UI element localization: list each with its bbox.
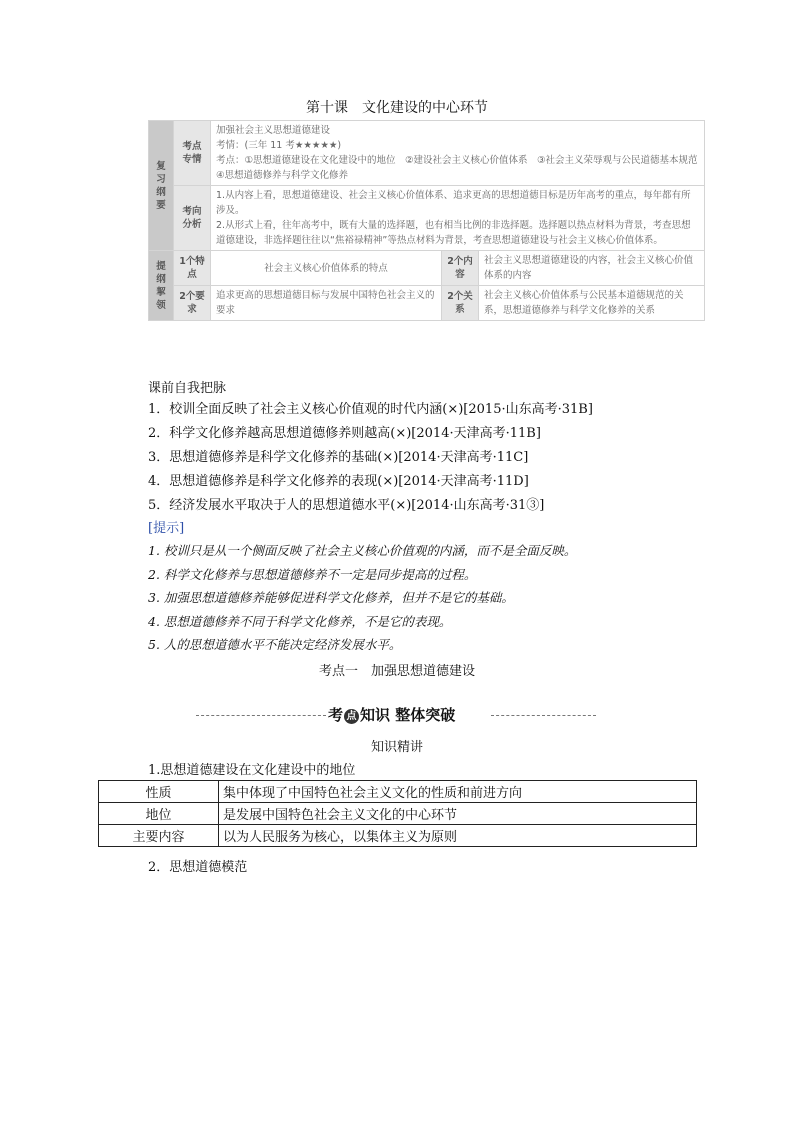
banner-divider xyxy=(491,715,596,716)
kaodian-line: 考情：(三年 11 考★★★★★) xyxy=(216,140,342,151)
table-value: 集中体现了中国特色社会主义文化的性质和前进方向 xyxy=(219,781,697,803)
paragraph-heading: 1.思想道德建设在文化建设中的地位 xyxy=(148,763,356,778)
cell-a-label: 1个特点 xyxy=(174,251,211,286)
list-item: 4．思想道德修养是科学文化修养的表现(×)[2014·天津高考·11D] xyxy=(148,474,529,489)
list-item: 5．经济发展水平取决于人的思想道德水平(×)[2014·山东高考·31③] xyxy=(148,498,545,513)
self-check-heading: 课前自我把脉 xyxy=(148,381,227,396)
table-row xyxy=(99,825,697,847)
cell-c-text: 追求更高的思想道德目标与发展中国特色社会主义的要求 xyxy=(211,286,442,321)
hint-item: 4. 思想道德修养不同于科学文化修养，不是它的表现。 xyxy=(148,613,452,629)
list-item: 1．校训全面反映了社会主义核心价值观的时代内涵(×)[2015·山东高考·31B] xyxy=(148,402,593,417)
hint-item: 3. 加强思想道德修养能够促进科学文化修养，但并不是它的基础。 xyxy=(148,590,514,605)
table-row xyxy=(99,803,697,825)
hint-label: [提示] xyxy=(148,521,185,536)
kaodian-line: 加强社会主义思想道德建设 xyxy=(216,125,331,136)
subtitle: 知识精讲 xyxy=(370,740,423,755)
section-banner xyxy=(196,704,596,726)
list-item: 2．科学文化修养越高思想道德修养则越高(×)[2014·天津高考·11B] xyxy=(148,426,541,441)
banner-badge: 点 xyxy=(344,709,359,724)
table-value: 是发展中国特色社会主义文化的中心环节 xyxy=(219,803,697,825)
banner-divider xyxy=(196,715,326,716)
banner-pre: 考 xyxy=(328,706,344,724)
kaodian-line: 考点：①思想道德建设在文化建设中的地位 ②建设社会主义核心价值体系 ③社会主义荣辱观与公民道德基本规范 ④思想道德修养与科学文化修养 xyxy=(216,155,708,181)
knowledge-table xyxy=(98,780,697,847)
cell-c-label: 2个要求 xyxy=(174,286,211,321)
cell-b-text: 社会主义思想道德建设的内容，社会主义核心价值体系的内容 xyxy=(479,251,705,286)
list-item: 3．思想道德修养是科学文化修养的基础(×)[2014·天津高考·11C] xyxy=(148,450,529,465)
kaoxiang-content xyxy=(211,186,705,251)
hint-item: 1. 校训只是从一个侧面反映了社会主义核心价值观的内涵，而不是全面反映。 xyxy=(148,543,577,558)
kaodian-content xyxy=(211,121,708,186)
review-outline-table xyxy=(148,120,708,321)
cell-d-label: 2个关系 xyxy=(442,286,479,321)
table-key: 地位 xyxy=(99,803,219,825)
cell-d-text: 社会主义核心价值体系与公民基本道德规范的关系，思想道德修养与科学文化修养的关系 xyxy=(479,286,705,321)
table-row xyxy=(99,781,697,803)
section-review-label: 复习纲要 xyxy=(149,121,174,251)
banner-post: 知识 整体突破 xyxy=(360,706,456,724)
section-outline-label: 提纲挈领 xyxy=(149,251,174,321)
cell-b-label: 2个内容 xyxy=(442,251,479,286)
kaodian-title: 考点一 加强思想道德建设 xyxy=(318,664,475,679)
kaoxiang-line: 2.从形式上看，往年高考中，既有大量的选择题，也有相当比例的非选择题。选择题以热点材料为背景，考查思想道德建设，非选择题往往以“焦裕禄精神”等热点材料为背景，考查思想道德建设与社会主义核心价值体系。 xyxy=(216,220,691,246)
paragraph-heading: 2．思想道德模范 xyxy=(148,860,248,875)
hint-item: 2. 科学文化修养与思想道德修养不一定是同步提高的过程。 xyxy=(148,566,477,582)
kaoxiang-line: 1.从内容上看，思想道德建设、社会主义核心价值体系、追求更高的思想道德目标是历年高考的重点，每年都有所涉及。 xyxy=(216,190,691,216)
cell-a-text: 社会主义核心价值体系的特点 xyxy=(211,251,442,286)
kaoxiang-label: 考向分析 xyxy=(174,186,211,251)
kaodian-label: 考点专情 xyxy=(174,121,211,186)
table-key: 主要内容 xyxy=(99,825,219,847)
self-check-list xyxy=(148,399,593,519)
hint-item: 5. 人的思想道德水平不能决定经济发展水平。 xyxy=(148,637,402,652)
hint-list xyxy=(148,540,576,658)
table-value: 以为人民服务为核心，以集体主义为原则 xyxy=(219,825,697,847)
page-title: 第十课 文化建设的中心环节 xyxy=(306,100,488,116)
banner-text xyxy=(328,704,488,726)
table-key: 性质 xyxy=(99,781,219,803)
